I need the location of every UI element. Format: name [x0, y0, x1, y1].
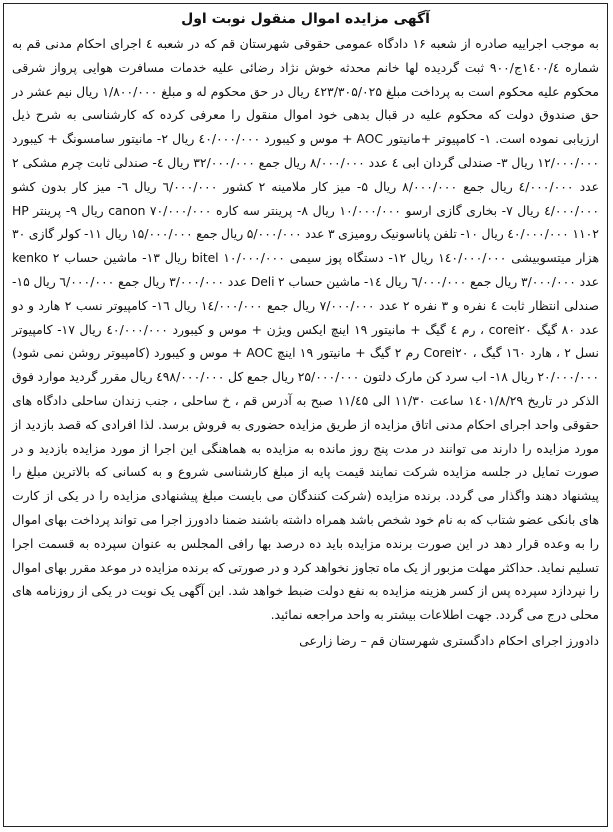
notice-title: آگهی مزایده اموال منقول نوبت اول — [181, 11, 430, 27]
auction-notice — [3, 3, 608, 827]
notice-signature: دادورز اجرای احکام دادگستری شهرستان قم – رضا زارعی — [299, 632, 599, 648]
notice-body: به موجب اجراییه صادره از شعبه ۱۶ دادگاه عمومی حقوقی شهرستان قم که در شعبه ٤ اجرای احکام مدنی قم به شماره ۱٤۰۰/٤ج/۹۰۰ ثبت گردیده لها خانم محدثه خوش نژاد رضائی علیه خدمات مسافرت هوایی پرواز شرقی محکوم علیه محکوم است به پرداخت مبلغ ٤۲۳/۳۰۵/۰۲۵ ریال در حق محکوم له و مبلغ ۱/۸۰۰/۰۰۰ ریال نیم عشر در حق صندوق دولت که محکوم علیه در قبال بدهی خود اموال منقول را معرفی کرده که کارشناسی به شرح ذیل ارزیابی نموده است. ۱- کامپیوتر +مانیتور AOC + موس و کیبورد ٤۰/۰۰۰/۰۰۰ ریال ۲- مانیتور سامسونگ + کیبورد ۱۲/۰۰۰/۰۰۰ ریال ۳- صندلی گردان ابی ٤ عدد ۸/۰۰۰/۰۰۰ ریال جمع ۳۲/۰۰۰/۰۰۰ ریال ٤- صندلی ثابت چرم مشکی ۲ عدد ٤/۰۰۰/۰۰۰ ریال جمع ۸/۰۰۰/۰۰۰ ریال ۵- میز کار ملامینه ۲ کشور ٦/۰۰۰/۰۰۰ ریال ٦- میز کار بدون کشو ٤/۰۰۰/۰۰۰ ریال ۷- بخاری گازی ارسو ۱۰/۰۰۰/۰۰۰ ریال ۸- پرینتر سه کاره canon ۷۰/۰۰۰/۰۰۰ ریال ۹- پرینتر HP ۱۱۰۲ ٤۰/۰۰۰/۰۰۰ ریال ۱۰- تلفن پاناسونیک رومیزی ۳ عدد ۵/۰۰۰/۰۰۰ ریال جمع ۱۵/۰۰۰/۰۰۰ ریال ۱۱- کولر گازی ۳۰ هزار میتسوبیشی ۱٤۰/۰۰۰/۰۰۰ ریال ۱۲- دستگاه پوز سیمی bitel ۱۰/۰۰۰/۰۰۰ ریال ۱۳- ماشین حساب kenko ۲ عدد ۳/۰۰۰/۰۰۰ ریال جمع ٦/۰۰۰/۰۰۰ ریال ۱٤- ماشین حساب Deli ۲ عدد ۳/۰۰۰/۰۰۰ ریال جمع ٦/۰۰۰/۰۰۰ ریال ۱۵- صندلی انتظار ثابت ٤ نفره و ۳ نفره ۲ عدد ۷/۰۰۰/۰۰۰ ریال جمع ۱٤/۰۰۰/۰۰۰ ریال ۱٦- کامپیوتر نسب ۲ هارد و دو عدد ۸۰ گیگ corei۲۰ ، رم ٤ گیگ + مانیتور ۱۹ اینچ ایکس ویژن + موس و کیبورد ٤۰/۰۰۰/۰۰۰ ریال ۱۷- کامپیوتر نسل ۲ ، هارد ۱٦۰ گیگ ، Corei۲۰ رم ۲ گیگ + مانیتور ۱۹ اینچ AOC + موس و کیبورد (کامپیوتر روشن نمی شود) ۲۰/۰۰۰/۰۰۰ ریال ۱۸- اب سرد کن مارک دلتون ۲۵/۰۰۰/۰۰۰ ریال جمع کل ٤۹۸/۰۰۰/۰۰۰ ریال مقرر گردید موارد فوق الذکر در تاریخ ۱٤۰۱/۸/۲۹ ساعت ۱۱/۳۰ الی ۱۱/٤۵ صبح به آدرس قم ، خ ساحلی ، جنب زندان ساحلی دادگاه های حقوقی واحد اجرای احکام مدنی اتاق مزایده از طریق مزایده حضوری به فروش برسد. لذا افرادی که قصد بازدید از مورد مزایده را دارند می توانند در مدت پنج روز مانده به مزایده به هماهنگی این اجرا از مورد مزایده بازدید و در صورت تمایل در جلسه مزایده شرکت نمایند قیمت پایه از مبلغ کارشناسی شروع و به کسانی که بالاترین مبلغ را پیشنهاد دهند واگذار می گردد. برنده مزایده (شرکت کنندگان می بایست مبلغ پیشنهادی مزایده را در یکی از کارت های بانکی عضو شتاب که به نام خود شخص باشد همراه داشته باشند ضمنا دادورز اجرا می تواند پرداخت بهای اموال را به وعده قرار دهد در این صورت برنده مزایده باید ده درصد بها رافی المجلس به عنوان سپرده به قسمت اجرا تسلیم نماید. حداکثر مهلت مزبور از یک ماه تجاوز نخواهد کرد و در صورتی که برنده مزایده در موعد مقرر بهای اموال را نپردازد سپرده پس از کسر هزینه مزایده به نفع دولت ضبط خواهد شد. این آگهی یک نوبت در یکی از روزنامه های محلی درج می گردد. جهت اطلاعات بیشتر به واحد مراجعه نمائید. — [12, 36, 600, 623]
